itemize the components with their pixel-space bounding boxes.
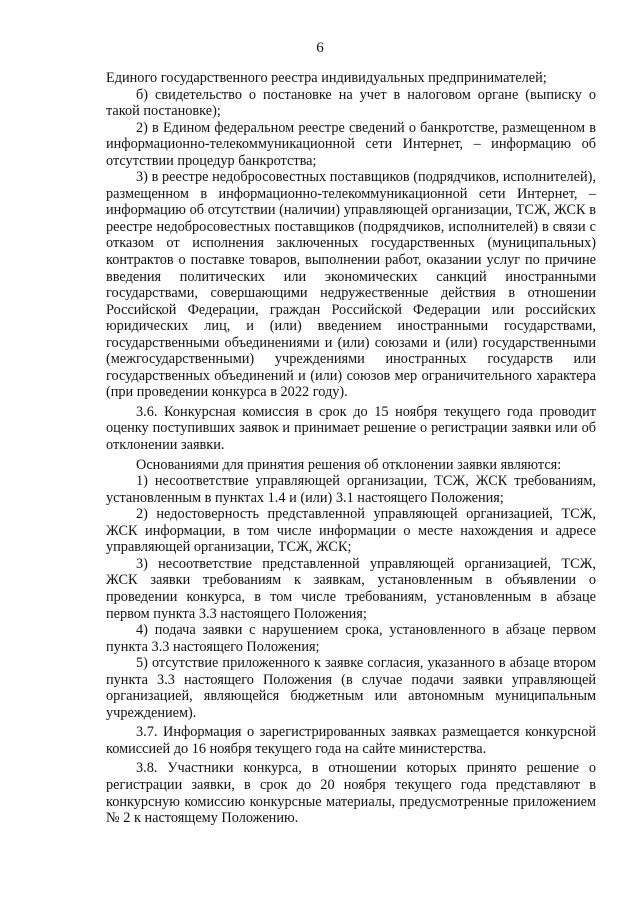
page-number: 6 — [316, 40, 324, 56]
paragraph-bankruptcy-registry: 2) в Едином федеральном реестре сведений о банкротстве, размещенном в информационно-телекоммуникационной сети Интернет, – информацию об отсутствии процедур банкротства; — [106, 119, 596, 169]
document-body — [106, 70, 596, 827]
paragraph-3-7: 3.7. Информация о зарегистрированных заявках размещается конкурсной комиссией до 16 ноября текущего года на сайте министерства. — [106, 724, 596, 757]
paragraph-registry-entrepreneurs: Единого государственного реестра индивидуальных предпринимателей; — [106, 70, 547, 86]
paragraph-rejection-grounds: Основаниями для принятия решения об отклонении заявки являются: — [136, 456, 562, 473]
paragraph-tax-certificate: б) свидетельство о постановке на учет в налоговом органе (выписку о такой постановке); — [106, 86, 596, 120]
list-item-rejection-4: 4) подача заявки с нарушением срока, установленного в абзаце первом пункта 3.3 настоящего Положения; — [106, 622, 596, 655]
paragraph-3-6: 3.6. Конкурсная комиссия в срок до 15 ноября текущего года проводит оценку поступивших заявок и принимает решение о регистрации заявки или об отклонении заявки. — [106, 403, 596, 454]
list-item-rejection-1: 1) несоответствие управляющей организации, ТСЖ, ЖСК требованиям, установленным в пунктах 1.4 и (или) 3.1 настоящего Положения; — [106, 473, 596, 506]
list-item-rejection-3: 3) несоответствие представленной управляющей организацией, ТСЖ, ЖСК заявки требованиям к заявкам, установленным в объявлении о проведении конкурса, в том числе требованиям, установленным в абзаце первом пункта 3.3 настоящего Положения; — [106, 555, 596, 622]
list-item-rejection-5: 5) отсутствие приложенного к заявке согласия, указанного в абзаце втором пункта 3.3 настоящего Положения (в случае подачи заявки управляющей организацией, являющейся бюджетным или автономным муниципальным учреждением). — [106, 655, 596, 721]
paragraph-unfair-suppliers-registry: 3) в реестре недобросовестных поставщиков (подрядчиков, исполнителей), размещенном в информационно-телекоммуникационной сети Интернет, – информацию об отсутствии (наличии) управляющей организации, ТСЖ, ЖСК в реестре недобросовестных поставщиков (подрядчиков, исполнителей) в связи с отказом от исполнения заключенных государственных (муниципальных) контрактов о поставке товаров, выполнении работ, оказании услуг по причине введения политических или экономических санкций иностранными государствами, совершающими недружественные действия в отношении Российской Федерации, граждан Российской Федерации или российских юридических лиц, и (или) введением иностранными государствами, государственными объединениями и (или) союзами и (или) государственными (межгосударственными) учреждениями иностранных государств или государственных объединений и (или) союзов мер ограничительного характера (при проведении конкурса в 2022 году). — [106, 169, 596, 401]
paragraph-3-8: 3.8. Участники конкурса, в отношении которых принято решение о регистрации заявки, в срок до 20 ноября текущего года представляют в конкурсную комиссию конкурсные материалы, предусмотренные приложением № 2 к настоящему Положению. — [106, 760, 596, 827]
list-item-rejection-2: 2) недостоверность представленной управляющей организацией, ТСЖ, ЖСК информации, в том числе информации о месте нахождения и адресе управляющей организации, ТСЖ, ЖСК; — [106, 506, 596, 556]
